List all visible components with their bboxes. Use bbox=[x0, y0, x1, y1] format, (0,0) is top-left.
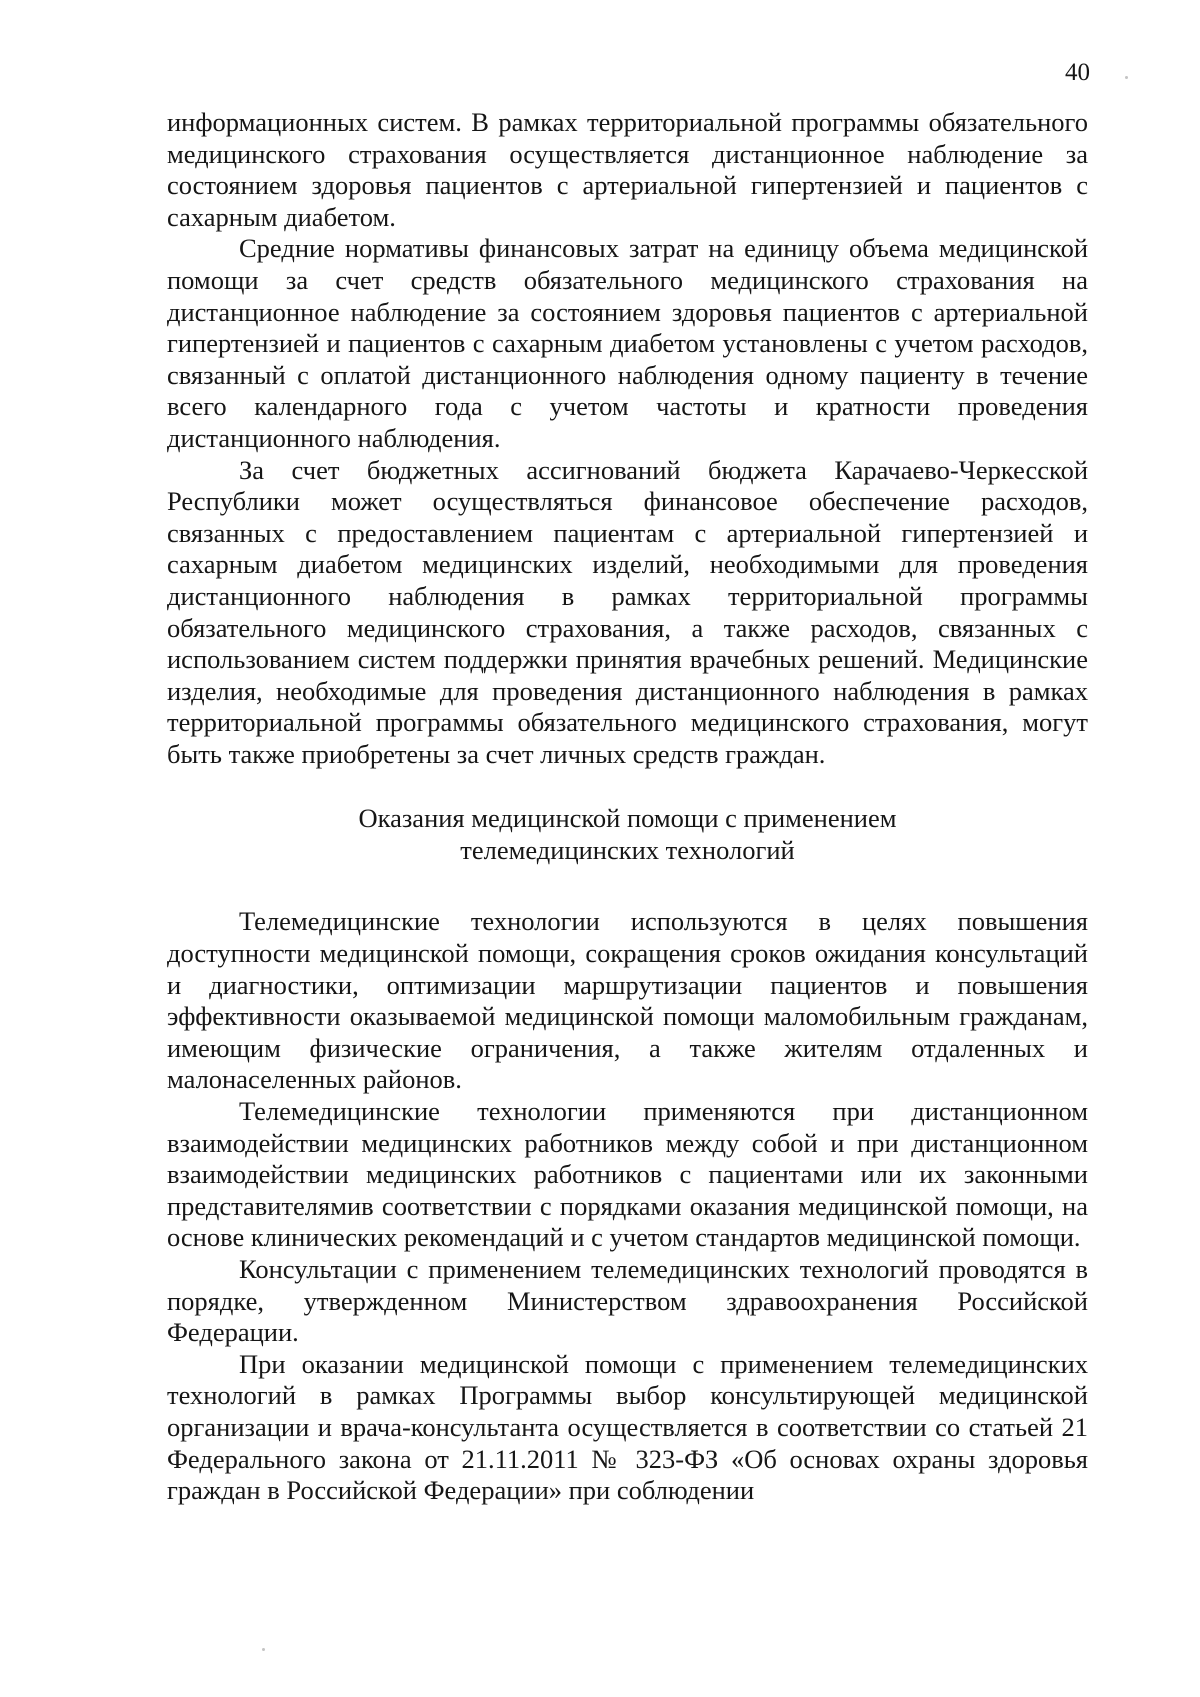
paragraph-telemedicine-goals: Телемедицинские технологии используются в целях повышения доступности медицинской помощи, сокращения сроков ожидания консультаций и диагностики, оптимизации маршрутизации пациентов и повышения эффективности оказываемой медицинской помощи маломобильным гражданам, имеющим физические ограничения, а также жителям отдаленных и малонаселенных районов. bbox=[167, 906, 1088, 1095]
paragraph-telemedicine-use: Телемедицинские технологии применяются при дистанционном взаимодействии медицинских работников между собой и при дистанционном взаимодействии медицинских работников с пациентами или их законными представителямив соответствии с порядками оказания медицинской помощи, на основе клинических рекомендаций и с учетом стандартов медицинской помощи. bbox=[167, 1096, 1088, 1253]
scan-artifact-dot bbox=[1125, 76, 1128, 79]
scan-artifact-dot bbox=[262, 1648, 265, 1651]
document-body bbox=[167, 107, 1088, 1507]
paragraph-continuation: информационных систем. В рамках территориальной программы обязательного медицинского страхования осуществляется дистанционное наблюдение за состоянием здоровья пациентов с артериальной гипертензией и пациентов с сахарным диабетом. bbox=[167, 107, 1088, 232]
paragraph-consultant-choice: При оказании медицинской помощи с применением телемедицинских технологий в рамках Программы выбор консультирующей медицинской организации и врача-консультанта осуществляется в соответствии со статьей 21 Федерального закона от 21.11.2011 № 323-ФЗ «Об основах охраны здоровья граждан в Российской Федерации» при соблюдении bbox=[167, 1348, 1088, 1506]
paragraph-budget-funding: За счет бюджетных ассигнований бюджета Карачаево-Черкесской Республики может осуществляться финансовое обеспечение расходов, связанных с предоставлением пациентам с артериальной гипертензией и сахарным диабетом медицинских изделий, необходимыми для проведения дистанционного наблюдения в рамках территориальной программы обязательного медицинского страхования, а также расходов, связанных с использованием систем поддержки принятия врачебных решений. Медицинские изделия, необходимые для проведения дистанционного наблюдения в рамках территориальной программы обязательного медицинского страхования, могут быть также приобретены за счет личных средств граждан. bbox=[167, 454, 1088, 769]
paragraph-consultations-order: Консультации с применением телемедицинских технологий проводятся в порядке, утвержденном Министерством здравоохранения Российской Федерации. bbox=[167, 1254, 1088, 1348]
section-heading-line-2: телемедицинских технологий bbox=[460, 835, 795, 866]
paragraph-cost-norms: Средние нормативы финансовых затрат на единицу объема медицинской помощи за счет средств обязательного медицинского страхования на дистанционное наблюдение за состоянием здоровья пациентов с артериальной гипертензией и пациентов с сахарным диабетом установлены с учетом расходов, связанный с оплатой дистанционного наблюдения одному пациенту в течение всего календарного года с учетом частоты и кратности проведения дистанционного наблюдения. bbox=[167, 233, 1088, 453]
page-number: 40 bbox=[1065, 59, 1090, 86]
section-heading-line-1: Оказания медицинской помощи с применением bbox=[358, 803, 897, 834]
section-heading bbox=[167, 802, 1088, 866]
